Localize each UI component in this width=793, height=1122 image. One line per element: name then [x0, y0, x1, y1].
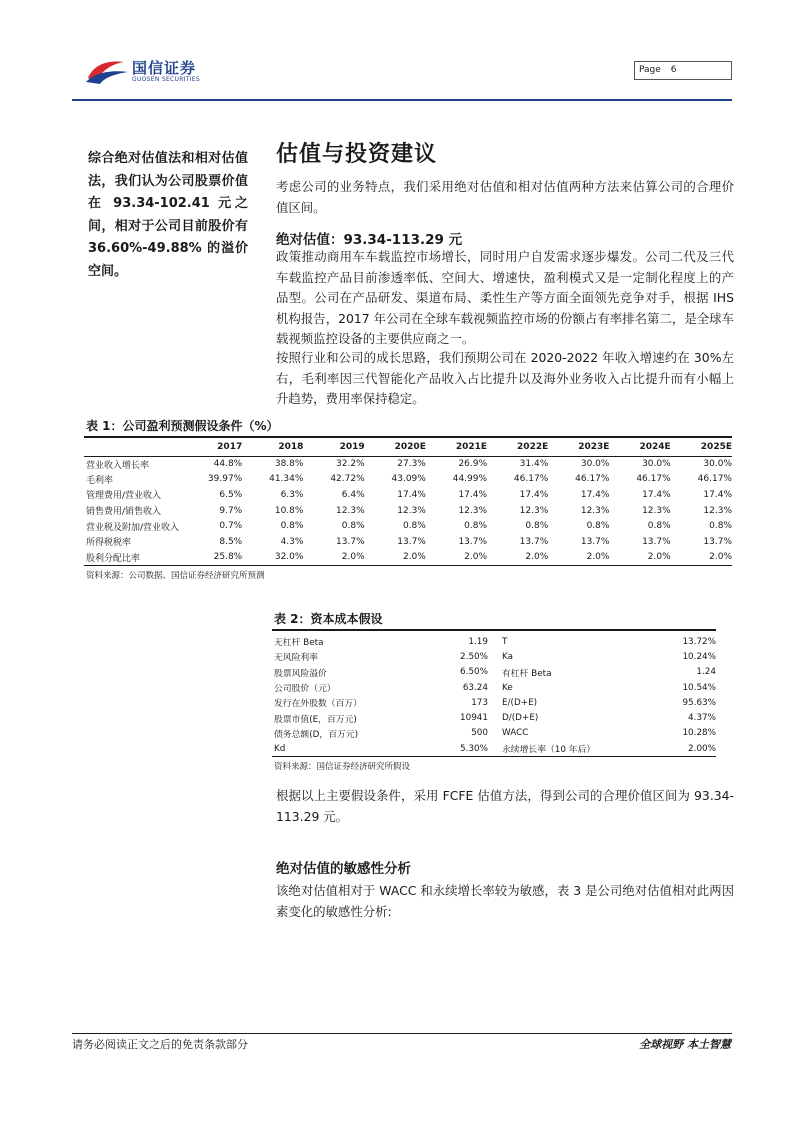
table1-cell: 39.97%	[207, 474, 243, 485]
sidebar-summary: 综合绝对估值法和相对估值法，我们认为公司股票价值在 93.34-102.41 元之间，相对于公司目前股价有 36.60%-49.88% 的溢价空间。	[88, 151, 248, 279]
table1-cell: 0.8%	[647, 521, 671, 532]
table1-row-label: 股利分配比率	[86, 553, 141, 564]
table2-cell-l2: E/(D+E)	[502, 697, 538, 708]
table2-cell-v2: 1.24	[696, 667, 716, 678]
table1-cell: 13.7%	[580, 536, 610, 547]
table2-cell-l2: T	[502, 636, 508, 647]
table1-cell: 27.3%	[397, 459, 426, 470]
table2-cell-v1: 500	[471, 728, 488, 739]
table1-cell: 12.3%	[458, 505, 488, 516]
table2-cell-l1: Kd	[274, 743, 286, 754]
table1-cell: 0.8%	[341, 521, 365, 532]
table1-col-header: 2017	[217, 441, 243, 452]
table2-gap	[488, 665, 500, 680]
intro-paragraph: 考虑公司的业务特点，我们采用绝对估值和相对估值两种方法来估算公司的合理价值区间。	[276, 179, 734, 215]
table1-col-header: 2024E	[639, 441, 671, 452]
table1-cell: 6.4%	[341, 489, 365, 500]
table2-cell-l1: 无风险利率	[274, 653, 318, 664]
table2-rule-top	[272, 629, 716, 631]
table1-cell: 17.4%	[458, 489, 488, 500]
table1-cell: 42.72%	[330, 474, 365, 485]
table2-cell-l2: 永续增长率（10 年后）	[502, 745, 596, 756]
table2-cell-v1: 10941	[460, 713, 488, 724]
table1-cell: 46.17%	[636, 474, 671, 485]
table2-gap	[488, 634, 500, 649]
footer-slogan: 全球视野 本土智慧	[639, 1038, 731, 1051]
footer-rule	[72, 1033, 732, 1034]
table2-cell-v2: 4.37%	[688, 713, 716, 724]
table1-cell: 17.4%	[642, 489, 671, 500]
table2-cell-l1: 无杠杆 Beta	[274, 638, 324, 649]
table1-cell: 25.8%	[213, 552, 243, 563]
logo-text-en: GUOSEN SECURITIES	[132, 76, 201, 83]
table-row	[84, 550, 732, 566]
section-title: 估值与投资建议	[276, 142, 438, 167]
header-rule	[72, 99, 732, 101]
table1-cell: 13.7%	[458, 536, 488, 547]
table-row	[84, 456, 732, 472]
table1-cell: 2.0%	[464, 552, 488, 563]
paragraph-market: 政策推动商用车车载监控市场增长，同时用户自发需求逐步爆发。公司二代及三代车载监控产品目前渗透率低、空间大、增速快，盈利模式又是一定制化程度上的产品型。公司在产品研发、渠道布局、柔性生产等方面全面领先竞争对手，根据 IHS 机构报告，2017 年公司在全球车载视频监控市场的份额占有率排名第二，是全球车载视频监控设备的主要供应商之一。	[276, 249, 734, 346]
company-logo	[84, 56, 214, 86]
table1-cell: 30.0%	[642, 459, 671, 470]
table2-cell-l2: Ka	[502, 651, 514, 662]
table-row	[84, 518, 732, 534]
table1-row-label: 管理费用/营业收入	[86, 491, 162, 502]
table1-cell: 30.0%	[703, 459, 732, 470]
table2-cell-v1: 2.50%	[460, 651, 488, 662]
table2-cell-v1: 173	[471, 697, 488, 708]
table2-cell-l2: WACC	[502, 728, 529, 739]
table1-cell: 12.3%	[519, 505, 549, 516]
table2-cell-l1: 股票风险溢价	[274, 668, 327, 679]
table1-cell: 2.0%	[525, 552, 549, 563]
table1-col-header: 2025E	[700, 441, 732, 452]
table1-cell: 44.99%	[452, 474, 488, 485]
table1-cell: 0.8%	[586, 521, 610, 532]
table-row	[272, 680, 716, 695]
table1-cell: 0.7%	[219, 521, 243, 532]
table-row	[272, 665, 716, 680]
table2-gap	[488, 726, 500, 741]
table1-col-header: 2018	[278, 441, 304, 452]
table1-row-label: 营业收入增长率	[86, 460, 150, 471]
table1-cell: 46.17%	[513, 474, 549, 485]
table1-cell: 2.0%	[586, 552, 610, 563]
table1-cell: 41.34%	[269, 474, 304, 485]
table1-cell: 38.8%	[274, 459, 304, 470]
table2-cell-v1: 6.50%	[460, 667, 488, 678]
table-profit-assumptions	[84, 417, 732, 581]
table2-cell-v2: 10.54%	[682, 682, 716, 693]
table2-source: 资料来源：国信证券经济研究所假设	[274, 762, 411, 773]
table1-header-blank	[84, 438, 181, 456]
table1-cell: 4.3%	[280, 536, 304, 547]
table1-cell: 12.3%	[642, 505, 671, 516]
table-row	[272, 649, 716, 664]
logo-text-cn: 国信证券	[132, 59, 197, 77]
paragraph-fcfe: 根据以上主要假设条件，采用 FCFE 估值方法，得到公司的合理价值区间为 93.34-113.29 元。	[276, 788, 734, 824]
table2-cell-v2: 2.00%	[688, 743, 716, 754]
table-row	[84, 503, 732, 519]
absolute-valuation-heading: 绝对估值：93.34-113.29 元	[276, 232, 463, 248]
table1-cell: 13.7%	[703, 536, 732, 547]
table2-cell-l1: 债务总额(D，百万元)	[274, 729, 359, 740]
table1-cell: 46.17%	[575, 474, 610, 485]
table2-gap	[488, 680, 500, 695]
table2-gap	[488, 710, 500, 725]
table1-cell: 13.7%	[519, 536, 549, 547]
table1-cell: 44.8%	[213, 459, 243, 470]
table1-cell: 17.4%	[397, 489, 426, 500]
table2	[272, 634, 716, 756]
page-number-box	[634, 61, 732, 80]
table1-title: 表 1：公司盈利预测假设条件（%）	[86, 419, 279, 433]
table2-cell-l2: 有杠杆 Beta	[502, 668, 552, 679]
table-row	[272, 634, 716, 649]
table1-cell: 9.7%	[219, 505, 243, 516]
table2-title: 表 2：资本成本假设	[274, 612, 383, 626]
table1-cell: 13.7%	[642, 536, 671, 547]
table2-cell-l1: 股票市值(E，百万元)	[274, 714, 357, 725]
table1-cell: 0.8%	[464, 521, 488, 532]
table2-cell-l2: Ke	[502, 682, 513, 693]
paragraph-sensitivity: 该绝对估值相对于 WACC 和永续增长率较为敏感，表 3 是公司绝对估值相对此两因素变化的敏感性分析:	[276, 883, 734, 919]
table1-row-label: 营业税及附加/营业收入	[86, 522, 180, 533]
page-label: Page	[639, 65, 661, 75]
table2-cell-l1: 发行在外股数（百万）	[274, 699, 362, 710]
table-row	[272, 741, 716, 756]
table1-cell: 6.3%	[280, 489, 304, 500]
table1-cell: 2.0%	[709, 552, 732, 563]
table2-cell-v2: 13.72%	[682, 636, 716, 647]
table1-row-label: 所得税税率	[86, 538, 132, 549]
table1-row-label: 销售费用/销售收入	[86, 507, 162, 518]
table-row	[84, 534, 732, 550]
table1-cell: 6.5%	[219, 489, 243, 500]
table1-col-header: 2020E	[394, 441, 426, 452]
table2-gap	[488, 649, 500, 664]
table1-col-header: 2019	[339, 441, 365, 452]
logo-mark-icon	[84, 56, 130, 86]
table2-gap	[488, 741, 500, 756]
table-row	[84, 472, 732, 488]
table1-cell: 2.0%	[341, 552, 365, 563]
table1-header-row	[84, 438, 732, 456]
table1-cell: 2.0%	[402, 552, 426, 563]
table-row	[272, 726, 716, 741]
table1-cell: 32.2%	[336, 459, 365, 470]
table1-cell: 17.4%	[519, 489, 549, 500]
table1-cell: 8.5%	[219, 536, 243, 547]
table1-cell: 13.7%	[397, 536, 426, 547]
table1-row-label: 毛利率	[86, 475, 114, 486]
table-capital-cost	[272, 607, 716, 772]
table1-cell: 17.4%	[703, 489, 732, 500]
table1-cell: 10.8%	[274, 505, 304, 516]
table2-cell-v2: 10.28%	[682, 728, 716, 739]
page-number: 6	[670, 65, 677, 75]
table1-cell: 0.8%	[525, 521, 549, 532]
table2-cell-v1: 63.24	[462, 682, 488, 693]
table1-cell: 12.3%	[703, 505, 732, 516]
table2-cell-v1: 1.19	[468, 636, 488, 647]
table1-col-header: 2021E	[455, 441, 488, 452]
footer-disclaimer: 请务必阅读正文之后的免责条款部分	[72, 1038, 248, 1051]
sensitivity-heading: 绝对估值的敏感性分析	[276, 861, 411, 877]
table1-cell: 46.17%	[697, 474, 732, 485]
table1-cell: 2.0%	[647, 552, 671, 563]
table1-cell: 12.3%	[397, 505, 426, 516]
table2-cell-v1: 5.30%	[460, 743, 488, 754]
table2-cell-v2: 95.63%	[682, 697, 716, 708]
paragraph-growth: 按照行业和公司的成长思路，我们预期公司在 2020-2022 年收入增速约在 30%左右，毛利率因三代智能化产品收入占比提升以及海外业务收入占比提升而有小幅上升趋势，费用率保持稳定。	[276, 350, 734, 406]
table1-cell: 17.4%	[580, 489, 610, 500]
table1-source: 资料来源：公司数据、国信证券经济研究所预测	[86, 571, 265, 582]
table1-cell: 0.8%	[709, 521, 732, 532]
table2-cell-v2: 10.24%	[682, 651, 716, 662]
table1-cell: 43.09%	[391, 474, 426, 485]
table2-gap	[488, 695, 500, 710]
table1-cell: 32.0%	[274, 552, 304, 563]
table1-cell: 13.7%	[336, 536, 365, 547]
table1-cell: 12.3%	[580, 505, 610, 516]
table1-cell: 26.9%	[458, 459, 488, 470]
table1-col-header: 2023E	[578, 441, 610, 452]
table1-col-header: 2022E	[517, 441, 549, 452]
table1-cell: 12.3%	[336, 505, 365, 516]
table1	[84, 438, 732, 565]
table2-cell-l2: D/(D+E)	[502, 713, 539, 724]
table1-cell: 31.4%	[519, 459, 549, 470]
table1-cell: 30.0%	[580, 459, 610, 470]
table-row	[84, 487, 732, 503]
table-row	[272, 710, 716, 725]
table1-cell: 0.8%	[402, 521, 426, 532]
table1-cell: 0.8%	[280, 521, 304, 532]
table2-cell-l1: 公司股价（元）	[274, 684, 336, 695]
table-row	[272, 695, 716, 710]
